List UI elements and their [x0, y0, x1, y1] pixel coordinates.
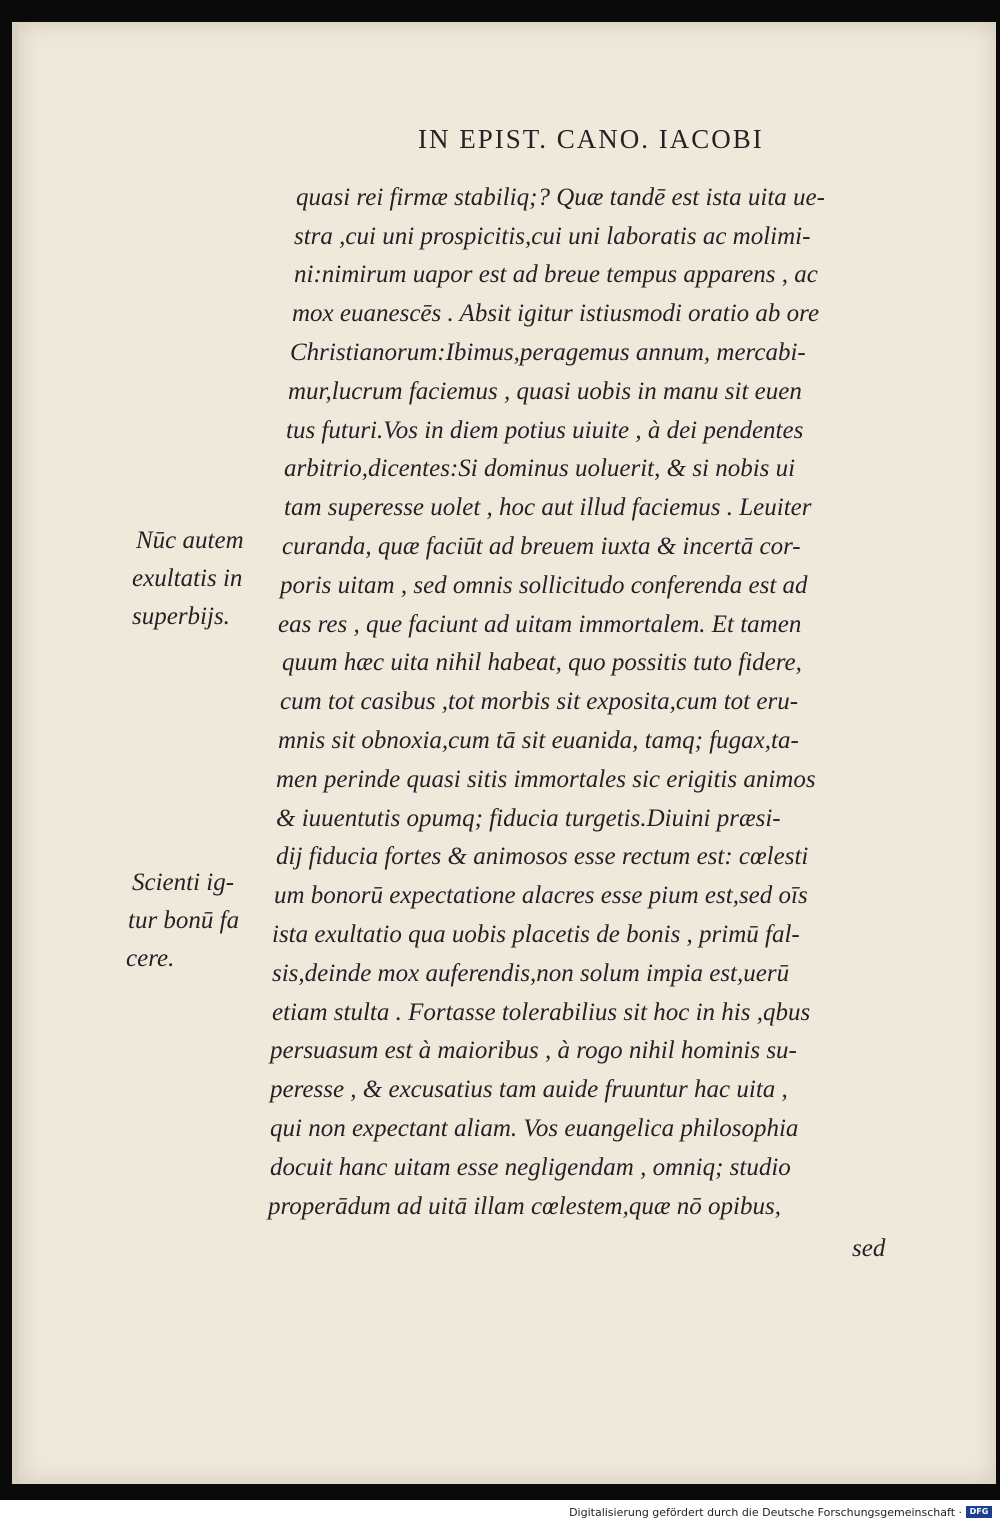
text-line: tus futuri.Vos in diem potius uiuite , à dei pendentes: [286, 417, 804, 444]
text-line: mnis sit obnoxia,cum tā sit euanida, tamq; fugax,ta-: [278, 727, 799, 754]
text-line: docuit hanc uitam esse negligendam , omniq; studio: [270, 1154, 791, 1181]
text-line: men perinde quasi sitis immortales sic erigitis animos: [276, 766, 816, 793]
text-line: ista exultatio qua uobis placetis de bonis , primū fal-: [272, 921, 800, 948]
text-line: etiam stulta . Fortasse tolerabilius sit hoc in his ,qbus: [272, 999, 811, 1026]
margin-note-line: Nūc autem: [136, 527, 244, 554]
text-line: um bonorū expectatione alacres esse pium est,sed oīs: [274, 882, 808, 909]
running-title: IN EPIST. CANO. IACOBI: [418, 124, 764, 154]
text-line: poris uitam , sed omnis sollicitudo conferenda est ad: [280, 572, 808, 599]
text-line: cum tot casibus ,tot morbis sit exposita,cum tot eru-: [280, 688, 799, 715]
text-line: quum hæc uita nihil habeat, quo possitis tuto fidere,: [282, 649, 802, 676]
text-line: Christianorum:Ibimus,peragemus annum, mercabi-: [290, 339, 806, 366]
text-line: ni:nimirum uapor est ad breue tempus apparens , ac: [294, 261, 818, 288]
margin-note-line: Scienti ig-: [132, 869, 235, 896]
text-line: sis,deinde mox auferendis,non solum impia est,uerū: [272, 960, 790, 987]
text-line: dij fiducia fortes & animosos esse rectum est: cœlesti: [276, 843, 809, 870]
margin-note-line: exultatis in: [132, 565, 243, 592]
text-line: peresse , & excusatius tam auide fruuntur hac uita ,: [270, 1076, 788, 1103]
text-line: curanda, quæ faciūt ad breuem iuxta & incertā cor-: [282, 533, 801, 560]
text-line: persuasum est à maioribus , à rogo nihil hominis su-: [270, 1037, 797, 1064]
text-line: tam superesse uolet , hoc aut illud faciemus . Leuiter: [284, 494, 812, 521]
margin-note-line: superbijs.: [132, 603, 230, 630]
text-line: mox euanescēs . Absit igitur istiusmodi oratio ab ore: [292, 300, 820, 327]
dfg-logo-icon: DFG: [966, 1506, 992, 1518]
text-line: eas res , que faciunt ad uitam immortalem. Et tamen: [278, 611, 802, 638]
text-line: stra ,cui uni prospicitis,cui uni laboratis ac molimi-: [294, 223, 811, 250]
digitization-credit: Digitalisierung gefördert durch die Deutsche Forschungsgemeinschaft ·: [569, 1506, 962, 1519]
text-line: quasi rei firmæ stabiliq;? Quæ tandē est ista uita ue-: [296, 184, 825, 211]
text-line: properādum ad uitā illam cœlestem,quæ nō opibus,: [268, 1193, 781, 1220]
text-line: qui non expectant aliam. Vos euangelica philosophia: [270, 1115, 799, 1142]
text-line: & iuuentutis opumq; fiducia turgetis.Diuini præsi-: [276, 805, 781, 832]
text-line: mur,lucrum faciemus , quasi uobis in manu sit euen: [288, 378, 802, 405]
margin-note-line: cere.: [126, 945, 175, 972]
text-line: arbitrio,dicentes:Si dominus uoluerit, & si nobis ui: [284, 455, 796, 482]
margin-note-line: tur bonū fa: [128, 907, 240, 934]
catchword: sed: [852, 1235, 886, 1262]
